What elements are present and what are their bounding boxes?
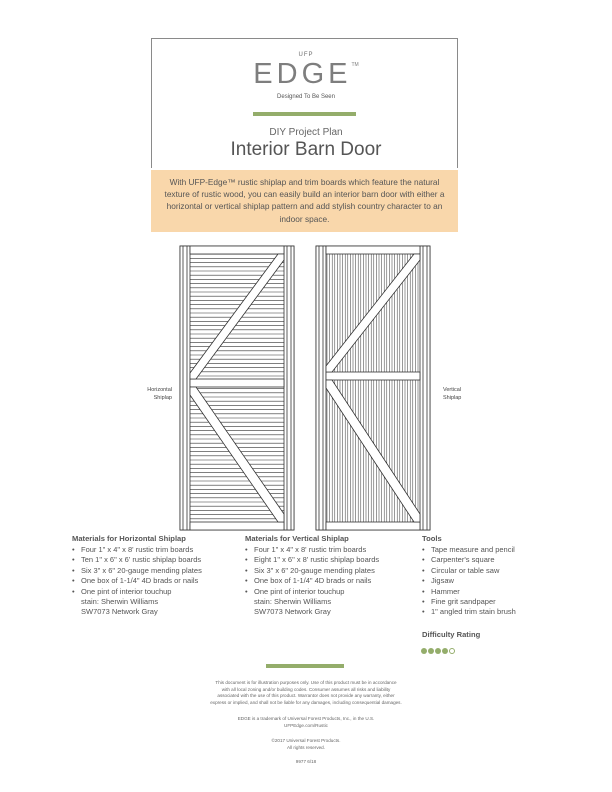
list-item: SW7073 Network Gray <box>81 607 158 617</box>
list-item: • Fine grit sandpaper <box>422 597 496 607</box>
intro-text: With UFP-Edge™ rustic shiplap and trim boards which feature the natural texture of rustic wood, you can easily build an interior barn door with either a horizontal or vertical shiplap pattern and add stylish country character to an indoor space. <box>164 177 445 224</box>
rating-dot-empty <box>449 648 455 654</box>
document-code: 9977 6/18 <box>295 759 317 764</box>
list-item: • Eight 1" x 6" x 8' rustic shiplap boards <box>245 555 380 565</box>
list-item: • Four 1" x 4" x 8' rustic trim boards <box>72 545 194 554</box>
trademark-notice: EDGE is a trademark of Universal Forest Products, Inc., in the U.S. UFPEdge.com/Rustic <box>237 716 375 728</box>
brand-tm: TM <box>351 62 359 68</box>
list-item: • Six 3" x 6" 20-gauge mending plates <box>72 565 202 575</box>
brand-name: EDGE <box>253 58 352 90</box>
list-item: • Circular or table saw <box>422 565 500 575</box>
copyright: ©2017 Universal Forest Products. All rights reserved. <box>271 738 341 750</box>
list-item: • 1" angled trim stain brush <box>422 607 516 617</box>
list-item: • One pint of interior touchup <box>72 586 172 596</box>
materials-vertical-list <box>245 545 379 618</box>
list-item: stain: Sherwin Williams <box>81 597 159 607</box>
difficulty-heading: Difficulty Rating <box>422 630 481 639</box>
tools-list <box>422 545 516 618</box>
list-item: • One box of 1-1/4" 4D brads or nails <box>245 576 372 586</box>
materials-horizontal-heading: Materials for Horizontal Shiplap <box>72 534 186 543</box>
list-item: • Tape measure and pencil <box>422 545 515 554</box>
horizontal-shiplap-door <box>180 246 294 530</box>
difficulty-rating <box>421 641 456 659</box>
page-title: Interior Barn Door <box>230 139 382 160</box>
brand-tagline: Designed To Be Seen <box>277 94 335 100</box>
list-item: • Ten 1" x 6" x 6' rustic shiplap boards <box>72 555 202 565</box>
list-item: SW7073 Network Gray <box>254 607 331 617</box>
materials-vertical-heading: Materials for Vertical Shiplap <box>245 534 349 543</box>
horizontal-door-label: Horizontal Shiplap <box>147 387 172 401</box>
list-item: • One box of 1-1/4" 4D brads or nails <box>72 576 199 586</box>
list-item: stain: Sherwin Williams <box>254 597 332 607</box>
vertical-door-label: Vertical Shiplap <box>443 387 462 401</box>
page-subtitle: DIY Project Plan <box>269 127 343 138</box>
tools-heading: Tools <box>422 534 442 543</box>
rating-dot-filled <box>435 648 441 654</box>
rating-dot-filled <box>428 648 434 654</box>
list-item: • Jigsaw <box>422 576 454 586</box>
materials-horizontal-list <box>72 545 202 618</box>
list-item: • Hammer <box>422 586 460 596</box>
brand-top-text: UFP <box>298 52 314 58</box>
list-item: • One pint of interior touchup <box>245 586 345 596</box>
disclaimer: This document is for illustration purposes only. Use of this product must be in accordance with all local zoning and/or building codes. Consumer assumes all risks and liability associated with the use of this product. Warrantor does not provide any warranty, either express or implied, and shall not be liable for any damages, including consequential damages. <box>210 680 402 705</box>
rating-dot-filled <box>421 648 427 654</box>
list-item: • Six 3" x 6" 20-gauge mending plates <box>245 565 375 575</box>
vertical-shiplap-door <box>316 246 430 530</box>
list-item: • Four 1" x 4" x 8' rustic trim boards <box>245 545 367 554</box>
footer-divider <box>266 664 344 668</box>
list-item: • Carpenter's square <box>422 555 495 565</box>
rating-dot-filled <box>442 648 448 654</box>
